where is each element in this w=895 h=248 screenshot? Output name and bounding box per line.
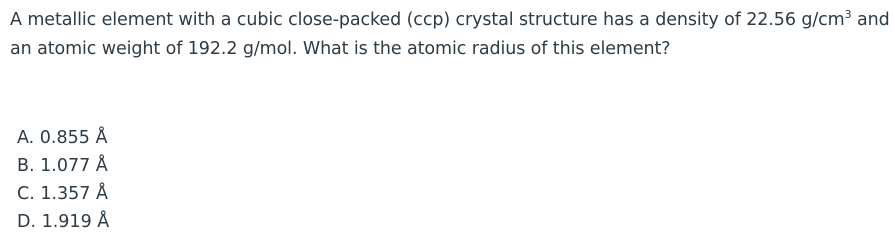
question-superscript: 3 xyxy=(844,8,852,21)
answer-choices xyxy=(17,124,109,236)
choice-c[interactable]: C. 1.357 Å xyxy=(17,184,108,204)
choice-b[interactable]: B. 1.077 Å xyxy=(17,156,108,176)
choice-d[interactable]: D. 1.919 Å xyxy=(17,212,110,232)
question-text xyxy=(10,6,890,64)
question-text-part-1: A metallic element with a cubic close-packed (ccp) crystal structure has a density of 22.56 g/cm xyxy=(10,10,845,30)
question-text-part-2: and an atomic weight of 192.2 g/mol. What is the atomic radius of this element? xyxy=(10,10,890,59)
choice-a[interactable]: A. 0.855 Å xyxy=(17,128,108,148)
